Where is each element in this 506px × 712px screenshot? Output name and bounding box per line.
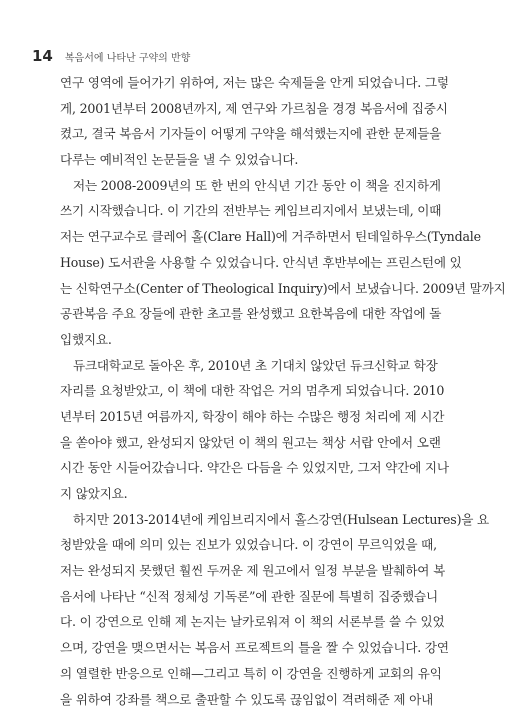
- text-line: 자리를 요청받았고, 이 책에 대한 작업은 거의 멈추게 되었습니다. 2010: [60, 378, 416, 404]
- text-line: 의 열렬한 반응으로 인해—그리고 특히 이 강연을 진행하게 교회의 유익: [60, 661, 416, 687]
- text-line: 청받았을 때에 의미 있는 진보가 있었습니다. 이 강연이 무르익었을 때,: [60, 532, 416, 558]
- text-line: 저는 연구교수로 클레어 홀(Clare Hall)에 거주하면서 틴데일하우스(Tyndale: [60, 224, 416, 250]
- text-line: 연구 영역에 들어가기 위하여, 저는 많은 숙제들을 안게 되었습니다. 그렇: [60, 70, 416, 96]
- page-number: 14: [32, 47, 53, 65]
- text-line: 지 않았지요.: [60, 481, 416, 507]
- text-line: 켰고, 결국 복음서 기자들이 어떻게 구약을 해석했는지에 관한 문제들을: [60, 121, 416, 147]
- text-line: 게, 2001년부터 2008년까지, 제 연구와 가르침을 경경 복음서에 집중시: [60, 96, 416, 122]
- text-line: 다루는 예비적인 논문들을 낼 수 있었습니다.: [60, 147, 416, 173]
- text-line: 듀크대학교로 돌아온 후, 2010년 초 기대치 않았던 듀크신학교 학장: [60, 353, 416, 379]
- text-line: 을 쏟아야 했고, 완성되지 않았던 이 책의 원고는 책상 서랍 안에서 오랜: [60, 430, 416, 456]
- text-line: 년부터 2015년 여름까지, 학장이 해야 하는 수많은 행정 처리에 제 시간: [60, 404, 416, 430]
- text-line: 공관복음 주요 장들에 관한 초고를 완성했고 요한복음에 대한 작업에 돌: [60, 301, 416, 327]
- page-header: [32, 47, 190, 67]
- text-line: 저는 2008-2009년의 또 한 번의 안식년 기간 동안 이 책을 진지하게: [60, 173, 416, 199]
- text-line: 을 위하여 강좌를 책으로 출판할 수 있도록 끊임없이 격려해준 제 아내: [60, 687, 416, 712]
- running-title: 복음서에 나타난 구약의 반향: [65, 49, 190, 64]
- text-line: 으며, 강연을 맺으면서는 복음서 프로젝트의 틀을 짤 수 있었습니다. 강연: [60, 635, 416, 661]
- text-line: 저는 완성되지 못했던 훨씬 두꺼운 제 원고에서 일정 부분을 발췌하여 복: [60, 558, 416, 584]
- text-line: House) 도서관을 사용할 수 있었습니다. 안식년 후반부에는 프린스턴에 있: [60, 250, 416, 276]
- text-line: 입했지요.: [60, 327, 416, 353]
- text-line: 음서에 나타난 “신적 정체성 기독론”에 관한 질문에 특별히 집중했습니: [60, 584, 416, 610]
- text-line: 하지만 2013-2014년에 케임브리지에서 홀스강연(Hulsean Lectures)을 요: [60, 507, 416, 533]
- body-text: [60, 70, 416, 712]
- text-line: 시간 동안 시들어갔습니다. 약간은 다듬을 수 있었지만, 그저 약간에 지나: [60, 455, 416, 481]
- text-line: 쓰기 시작했습니다. 이 기간의 전반부는 케임브리지에서 보냈는데, 이때: [60, 198, 416, 224]
- text-line: 다. 이 강연으로 인해 제 논지는 날카로워져 이 책의 서론부를 쓸 수 있었: [60, 609, 416, 635]
- text-line: 는 신학연구소(Center of Theological Inquiry)에서 보냈습니다. 2009년 말까지: [60, 276, 416, 302]
